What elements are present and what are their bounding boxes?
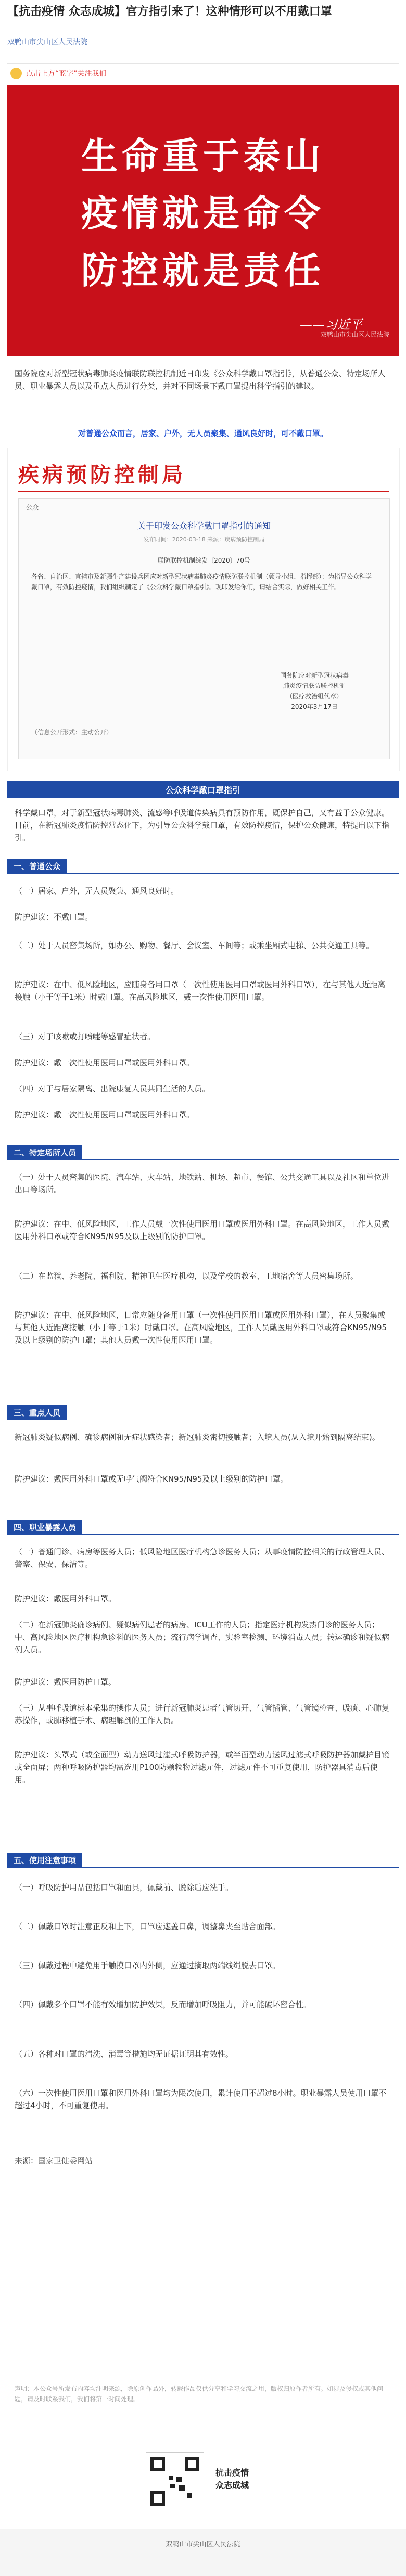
- doc-note: （信息公开形式：主动公开）: [31, 729, 113, 736]
- doc-meta: 发布时间：2020-03-18 来源：疾病预防控制局: [143, 536, 265, 543]
- section-rule: [7, 873, 399, 874]
- section-item: （一）居家、户外，无人员聚集、通风良好时。: [15, 886, 179, 896]
- section-item: （二）在新冠肺炎确诊病例、疑似病例患者的病房、ICU工作的人员；指定医疗机构发热门诊的医务人员；中、高风险地区医疗机构急诊科的医务人员；流行病学调查、实验室检测、环境消毒人员；转运确诊和疑似病例人员。: [15, 1620, 390, 1654]
- section-heading: 五、使用注意事项: [7, 1853, 82, 1867]
- disclaimer: 声明：本公众号所发布内容均注明来源，除原创作品外，转载作品仅供分享和学习交流之用，版权归原作者所有。如涉及侵权或其他问题，请及时联系我们，我们将第一时间处理。: [15, 2385, 384, 2403]
- qr-label-line: 抗击疫情: [215, 2468, 249, 2478]
- qr-icon: [146, 2453, 204, 2510]
- article-title: 【抗击疫情 众志成城】官方指引来了！这种情形可以不用戴口罩: [7, 5, 332, 18]
- doc-tab: 公众: [26, 504, 39, 511]
- section-item: 防护建议：戴医用外科口罩。: [15, 1594, 117, 1603]
- article-source[interactable]: 双鸭山市尖山区人民法院: [7, 38, 87, 46]
- section-item: （五）各种对口罩的清洗、消毒等措施均无证据证明其有效性。: [15, 2049, 234, 2059]
- section-item: 防护建议：戴医用外科口罩或无呼气阀符合KN95/N95及以上级别的防护口罩。: [15, 1474, 288, 1484]
- section-item: （四）对于与居家隔离、出院康复人员共同生活的人员。: [15, 1084, 210, 1093]
- section-heading: 二、特定场所人员: [7, 1145, 82, 1159]
- section-item: （二）处于人员密集场所，如办公、购物、餐厅、会议室、车间等；或乘坐厢式电梯、公共交通工具等。: [15, 941, 374, 950]
- hero-mark: 双鸭山市尖山区人民法院: [320, 331, 389, 338]
- doc-body: 各省、自治区、直辖市及新疆生产建设兵团应对新型冠状病毒肺炎疫情联防联控机制（领导小组、指挥部）：为指导公众科学戴口罩，有效防控疫情，我们组织制定了《公众科学戴口罩指引》。现印发给你们，请结合实际，做好相关工作。: [31, 573, 372, 591]
- section-item: （一）处于人员密集的医院、汽车站、火车站、地铁站、机场、超市、餐馆、公共交通工具以及社区和单位进出口等场所。: [15, 1172, 390, 1194]
- section-item: （三）佩戴过程中避免用手触摸口罩内外侧，应通过摘取两端线绳脱去口罩。: [15, 1961, 281, 1970]
- section-item: 防护建议：戴一次性使用医用口罩或医用外科口罩。: [15, 1110, 195, 1119]
- doc-screenshot: [7, 448, 400, 771]
- guide-intro: 科学戴口罩，对于新型冠状病毒肺炎、流感等呼吸道传染病具有预防作用，既保护自己，又有益于公众健康。目前，在新冠肺炎疫情防控常态化下，为引导公众科学戴口罩，有效防控疫情，保护公众健康，特提出以下指引。: [15, 808, 390, 843]
- bottom-bar: [0, 2529, 406, 2576]
- section-item: 新冠肺炎疑似病例、确诊病例和无症状感染者；新冠肺炎密切接触者；入境人员(从入境开始到隔离结束)。: [15, 1433, 380, 1442]
- section-item: 防护建议：戴医用防护口罩。: [15, 1677, 117, 1687]
- doc-signature-line: （医疗救治组代章）: [286, 693, 342, 700]
- section-item: （四）佩戴多个口罩不能有效增加防护效果，反而增加呼吸阻力，并可能破坏密合性。: [15, 2000, 312, 2009]
- section-item: （二）在监狱、养老院、福利院、精神卫生医疗机构，以及学校的教室、工地宿舍等人员密集场所。: [15, 1271, 359, 1281]
- section-item: （二）佩戴口罩时注意正反和上下，口罩应遮盖口鼻，调整鼻夹至贴合面部。: [15, 1922, 281, 1931]
- section-item: 防护建议：头罩式（或全面型）动力送风过滤式呼吸防护器，或半面型动力送风过滤式呼吸防护器加戴护目镜或全面屏；两种呼吸防护器均需选用P100防颗粒物过滤元件，过滤元件不可重复使用，防护器具消毒后使用。: [15, 1750, 390, 1784]
- bottom-line: 双鸭山市尖山区人民法院: [166, 2541, 240, 2548]
- doc-signature: [252, 670, 377, 712]
- follow-text: 点击上方“蓝字”关注我们: [26, 70, 107, 78]
- doc-title: 关于印发公众科学戴口罩指引的通知: [137, 521, 271, 531]
- section-rule: [7, 1867, 399, 1868]
- flower-icon: [10, 68, 22, 79]
- section-item: （六）一次性使用医用口罩和医用外科口罩均为限次使用，累计使用不超过8小时。职业暴露人员使用口罩不超过4小时，不可重复使用。: [15, 2088, 387, 2110]
- hero-line: 生命重于泰山: [81, 134, 325, 177]
- follow-bar[interactable]: [7, 63, 399, 83]
- section-rule: [7, 1159, 399, 1160]
- section-item: （三）从事呼吸道标本采集的操作人员；进行新冠肺炎患者气管切开、气管插管、气管镜检查、吸痰、心肺复苏操作，或肺移植手术、病理解剖的工作人员。: [15, 1703, 390, 1725]
- doc-signature-line: 国务院应对新型冠状病毒: [280, 672, 349, 679]
- source-line: 来源：国家卫健委网站: [15, 2156, 93, 2165]
- qr-code: [146, 2452, 204, 2510]
- doc-rule: [18, 491, 389, 492]
- section-item: 防护建议：不戴口罩。: [15, 912, 93, 922]
- section-item: （一）呼吸防护用品包括口罩和面具，佩戴前、脱除后应洗手。: [15, 1883, 234, 1892]
- doc-signature-line: 2020年3月17日: [291, 703, 338, 710]
- guide-bar: 公众科学戴口罩指引: [7, 781, 399, 798]
- section-rule: [7, 1534, 399, 1535]
- section-item: （一）普通门诊、病房等医务人员；低风险地区医疗机构急诊医务人员；从事疫情防控相关的行政管理人员、警察、保安、保洁等。: [15, 1547, 390, 1569]
- section-heading: 一、普通公众: [7, 859, 67, 873]
- hero-banner: [7, 85, 399, 356]
- highlight-note: 对普通公众而言，居家、户外，无人员聚集、通风良好时，可不戴口罩。: [78, 429, 328, 438]
- doc-number: 联防联控机制综发〔2020〕70号: [158, 557, 250, 564]
- doc-box: [18, 498, 390, 759]
- qr-label-line: 众志成城: [215, 2480, 249, 2490]
- doc-head: 疾病预防控制局: [18, 463, 186, 487]
- hero-line: 防控就是责任: [81, 249, 325, 292]
- doc-signature-line: 肺炎疫情联防联控机制: [283, 682, 346, 690]
- section-heading: 三、重点人员: [7, 1405, 67, 1420]
- intro-paragraph: 国务院应对新型冠状病毒肺炎疫情联防联控机制近日印发《公众科学戴口罩指引》，从普通公众、特定场所人员、职业暴露人员以及重点人员进行分类，并对不同场景下戴口罩提出科学指引的建议。: [15, 369, 386, 391]
- section-item: 防护建议：戴一次性使用医用口罩或医用外科口罩。: [15, 1058, 195, 1067]
- section-item: 防护建议：在中、低风险地区，工作人员戴一次性使用医用口罩或医用外科口罩。在高风险地区，工作人员戴医用外科口罩或符合KN95/N95及以上级别的防护口罩。: [15, 1219, 390, 1241]
- qr-label: [215, 2467, 249, 2492]
- section-item: 防护建议：在中、低风险地区，应随身备用口罩（一次性使用医用口罩或医用外科口罩），在与其他人近距离接触（小于等于1米）时戴口罩。在高风险地区，戴一次性使用医用口罩。: [15, 980, 386, 1002]
- section-heading: 四、职业暴露人员: [7, 1520, 82, 1534]
- hero-line: 疫情就是命令: [81, 192, 325, 235]
- section-item: （三）对于咳嗽或打喷嚏等感冒症状者。: [15, 1032, 156, 1041]
- section-item: 防护建议：在中、低风险地区，日常应随身备用口罩（一次性使用医用口罩或医用外科口罩），在人员聚集或与其他人近距离接触（小于等于1米）时戴口罩。在高风险地区，工作人员戴医用外科口罩或符合KN95/N95及以上级别的防护口罩；其他人员戴一次性使用医用口罩。: [15, 1310, 387, 1345]
- hero-signature: ——习近平: [300, 317, 362, 332]
